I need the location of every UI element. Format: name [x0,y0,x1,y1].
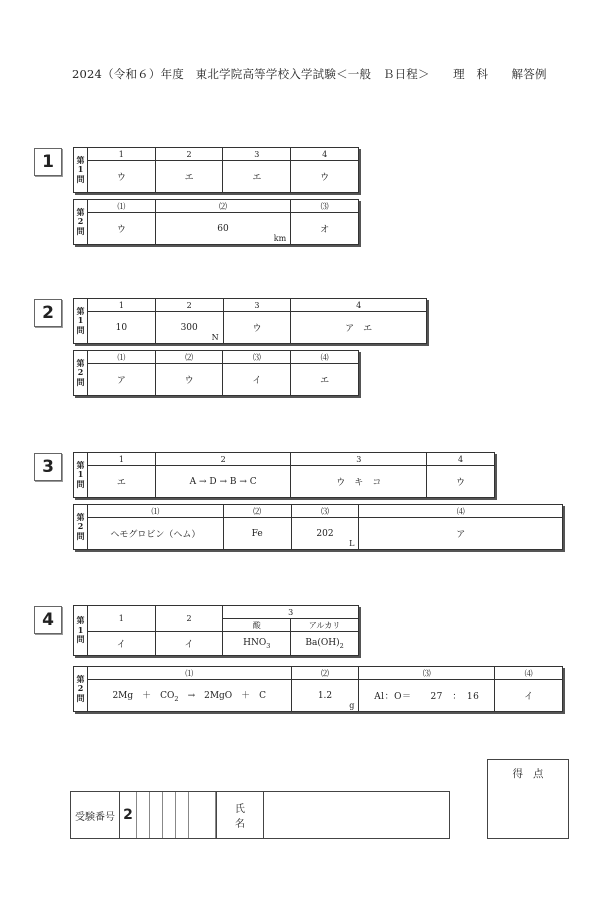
exam-number-digit-box[interactable] [137,792,150,838]
answer-cell: オ [291,213,359,245]
answer-cell: ウ [223,312,291,344]
answer-cell: ウ [87,161,155,193]
answer-value: 202 [316,528,334,539]
answer-header: 4 [427,453,495,466]
answer-cell: ア エ [291,312,427,344]
exam-number-digit-box[interactable] [163,792,176,838]
answer-header: 3 [223,148,291,161]
answer-header: 4 [291,148,359,161]
answer-cell: イ [495,680,563,712]
q3-part1-table [73,452,495,498]
answer-header: ⑶ [291,200,359,213]
side-label: 第 2 問 [74,505,88,550]
answer-header: ⑵ [223,505,291,518]
answer-cell: ウ キ コ [291,466,427,498]
answer-cell: エ [223,161,291,193]
answer-value: 1.2 [317,690,333,701]
exam-number-digit-box[interactable] [176,792,189,838]
side-label: 第 1 問 [74,606,88,656]
exam-number-digit-box[interactable] [150,792,163,838]
answer-header: 2 [155,148,223,161]
question-number-3: 3 [34,453,62,481]
name-label: 氏名 [216,792,264,838]
answer-cell: ウ [87,213,155,245]
name-field[interactable] [264,792,449,838]
answer-header: 1 [87,453,155,466]
answer-value: 300 [180,322,198,333]
answer-header: 1 [87,299,155,312]
q1-part1-table [73,147,359,193]
answer-header: ⑴ [87,667,291,680]
answer-value: 60 [217,223,229,234]
side-label: 第 1 問 [74,453,88,498]
answer-subheader: アルカリ [291,619,359,632]
answer-cell: イ [223,364,291,396]
answer-cell: ア [359,518,563,550]
answer-header: ⑷ [495,667,563,680]
side-label: 第 1 問 [74,148,88,193]
answer-header: 1 [87,606,155,632]
answer-cell: イ [87,632,155,656]
side-label: 第 2 問 [74,667,88,712]
unit-label: L [349,539,355,548]
side-label: 第 2 問 [74,200,88,245]
answer-header: ⑵ [155,351,223,364]
answer-header: 2 [155,453,291,466]
answer-header: ⑵ [155,200,290,213]
answer-header: ⑴ [87,505,223,518]
answer-header: ⑶ [359,667,495,680]
exam-number-label: 受験番号 [71,792,120,838]
answer-header: ⑶ [223,351,291,364]
question-number-1: 1 [34,148,62,176]
side-label: 第 2 問 [74,351,88,396]
answer-header: ⑴ [87,351,155,364]
answer-cell [291,680,359,712]
q4-part2-table [73,666,563,712]
answer-cell: ウ [291,161,359,193]
answer-cell: $Ba(OH)_2$ [291,632,359,656]
unit-label: km [273,234,287,243]
answer-cell: ヘモグロビン（ヘム） [87,518,223,550]
student-info-box [70,791,450,839]
answer-cell: ウ [155,364,223,396]
q2-part2-table [73,350,359,396]
answer-header: 4 [291,299,427,312]
answer-cell: エ [155,161,223,193]
answer-header: ⑶ [291,505,359,518]
side-label: 第 1 問 [74,299,88,344]
question-number-4: 4 [34,606,62,634]
answer-cell: A → D → B → C [155,466,291,498]
answer-cell [291,518,359,550]
answer-cell: エ [87,466,155,498]
answer-cell: イ [155,632,223,656]
score-box [487,759,569,839]
unit-label: N [211,333,219,342]
page-title: 2024（令和６）年度 東北学院高等学校入学試験＜一般 Ｂ日程＞ 理 科 解答例 [72,67,547,81]
answer-header: ⑴ [87,200,155,213]
answer-cell: 2Mg ＋ $CO_2$ → 2MgO ＋ C [87,680,291,712]
q2-part1-table [73,298,427,344]
answer-cell [155,312,223,344]
answer-header: 2 [155,606,223,632]
score-label: 得点 [512,768,554,780]
answer-cell: Al：O＝ 27 ： 16 [359,680,495,712]
answer-subheader: 酸 [223,619,291,632]
answer-header: ⑷ [359,505,563,518]
answer-header: 3 [291,453,427,466]
exam-number-digit[interactable]: 2 [120,792,137,838]
answer-cell: エ [291,364,359,396]
q4-part1-table [73,605,359,656]
answer-header: 3 [223,606,359,619]
answer-header: 3 [223,299,291,312]
answer-cell: ウ [427,466,495,498]
answer-cell: ア [87,364,155,396]
unit-label: g [349,701,355,710]
answer-header: ⑷ [291,351,359,364]
exam-number-digit-box[interactable] [189,792,216,838]
answer-header: 2 [155,299,223,312]
answer-header: 1 [87,148,155,161]
answer-header: ⑵ [291,667,359,680]
answer-cell: $HNO_3$ [223,632,291,656]
answer-cell: 10 [87,312,155,344]
q3-part2-table [73,504,563,550]
q1-part2-table [73,199,359,245]
answer-cell: Fe [223,518,291,550]
answer-cell [155,213,290,245]
question-number-2: 2 [34,299,62,327]
